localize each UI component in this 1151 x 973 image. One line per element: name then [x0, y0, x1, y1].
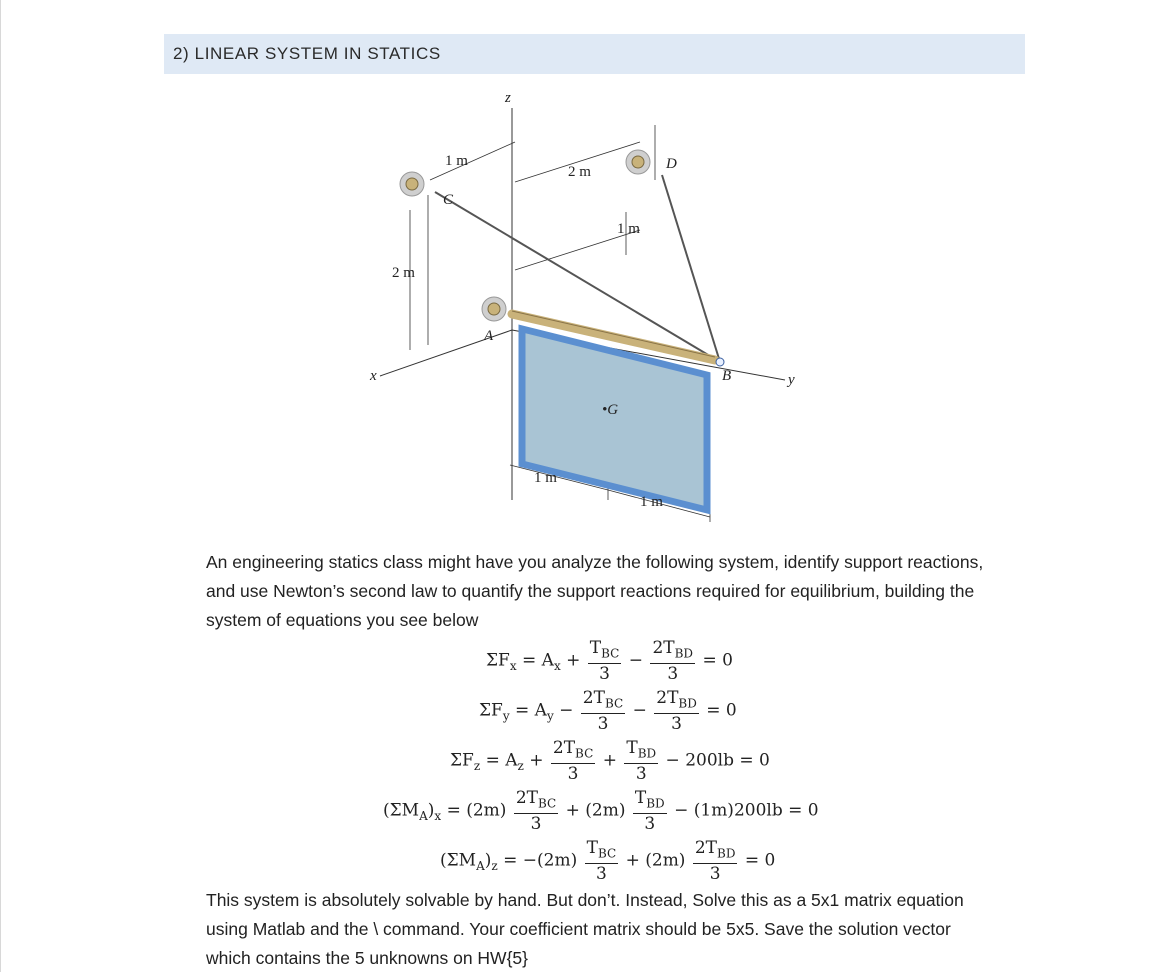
label-b: B — [722, 368, 732, 384]
label-dim-1m-bottom-left: 1 m — [534, 470, 557, 486]
section-header — [164, 34, 1025, 74]
equation-moment-z: $(\Sigma M_A)_z = -(2m)$ $\frac{T_{BC}}{3}$ + (2m) $\frac{2T_{BD}}{3}$ = 0 — [440, 838, 776, 885]
equation-sum-fx: $\Sigma F_x = A_x$ + $\frac{T_{BC}}{3}$ − $\frac{2T_{BD}}{3}$ = 0 — [486, 638, 733, 685]
label-z: z — [505, 90, 511, 106]
label-dim-1m-top: 1 m — [445, 153, 468, 169]
statics-figure — [350, 80, 810, 530]
dim-line-1m-top — [430, 142, 515, 180]
cable-bc — [435, 192, 720, 362]
outro-paragraph: This system is absolutely solvable by hand. But don’t. Instead, Solve this as a 5x1 matrix equation using Matlab and the \ command. Your coefficient matrix should be 5x5. Save the solution vector which contains the 5 unknowns on HW{5} — [206, 890, 964, 968]
section-title: 2) LINEAR SYSTEM IN STATICS — [173, 44, 441, 63]
label-x: x — [370, 368, 377, 384]
label-a: A — [484, 328, 494, 344]
equation-moment-x: $(\Sigma M_A)_x = (2m)$ $\frac{2T_{BC}}{3}$ + (2m) $\frac{T_{BD}}{3}$ − (1m)200lb = 0 — [383, 788, 819, 835]
label-dim-2m-top: 2 m — [568, 164, 591, 180]
label-dim-1m-bottom-right: 1 m — [640, 494, 663, 510]
equation-sum-fz: $\Sigma F_z = A_z$ + $\frac{2T_{BC}}{3}$ + $\frac{T_{BD}}{3}$ − 200lb = 0 — [450, 738, 770, 785]
point-b — [716, 358, 724, 366]
page-edge-rule — [0, 0, 1, 972]
equation-sum-fy: $\Sigma F_y = A_y$ − $\frac{2T_{BC}}{3}$ − $\frac{2T_{BD}}{3}$ = 0 — [479, 688, 737, 735]
intro-paragraph: An engineering statics class might have you analyze the following system, identify support reactions, and use Newton’s second law to quantify the support reactions required for equilibrium, building the system of equations you see below — [206, 552, 984, 630]
label-dim-2m-left: 2 m — [392, 265, 415, 281]
label-dim-1m-right: 1 m — [617, 221, 640, 237]
cable-bd — [662, 175, 720, 362]
label-y: y — [788, 372, 795, 388]
label-c: C — [443, 192, 454, 208]
label-d: D — [666, 156, 677, 172]
label-g: •G — [602, 402, 619, 418]
